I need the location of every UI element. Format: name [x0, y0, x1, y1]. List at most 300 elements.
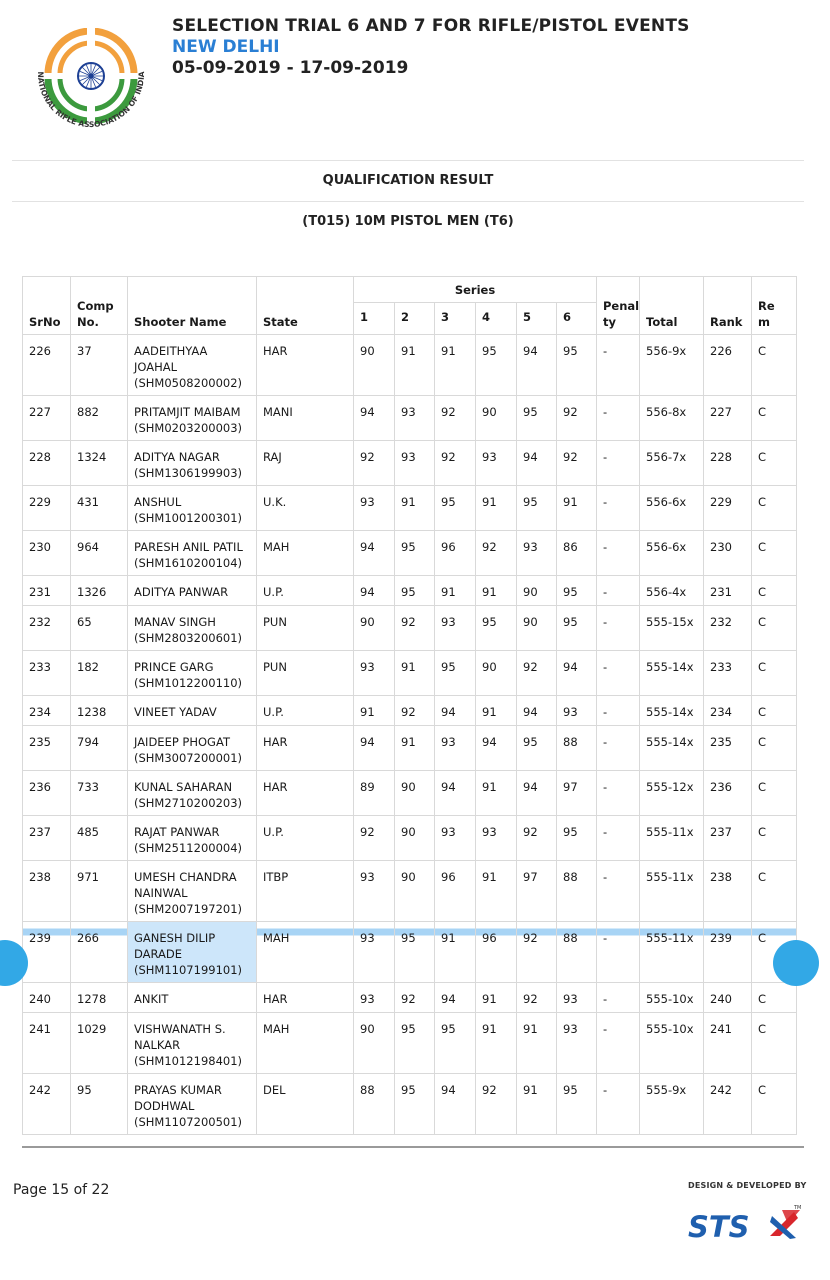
cell-series-1: 90: [354, 606, 395, 651]
cell-penalty: -: [597, 922, 640, 983]
cell-series-1: 94: [354, 726, 395, 771]
header-state: State: [257, 277, 354, 335]
cell-srno: 239: [23, 922, 71, 983]
cell-series-5: 90: [517, 576, 557, 606]
cell-shooter-name: [128, 441, 257, 486]
cell-comp-no: 794: [71, 726, 128, 771]
cell-remark: C: [752, 816, 797, 861]
cell-series-3: 94: [435, 983, 476, 1013]
cell-state: U.P.: [257, 576, 354, 606]
cell-series-3: 95: [435, 651, 476, 696]
cell-series-3: 94: [435, 696, 476, 726]
table-row: [23, 531, 797, 576]
cell-penalty: -: [597, 396, 640, 441]
cell-series-1: 93: [354, 486, 395, 531]
table-row: [23, 1074, 797, 1135]
cell-comp-no: 1278: [71, 983, 128, 1013]
table-row: [23, 576, 797, 606]
cell-series-2: 90: [395, 771, 435, 816]
shooter-name-line: RAJAT PANWAR: [134, 825, 220, 839]
cell-series-2: 92: [395, 983, 435, 1013]
shooter-name-line: (SHM1610200104): [134, 556, 243, 570]
cell-penalty: -: [597, 771, 640, 816]
cell-remark: C: [752, 861, 797, 922]
cell-series-1: 93: [354, 922, 395, 983]
table-row: [23, 441, 797, 486]
cell-series-2: 91: [395, 335, 435, 396]
results-table: [22, 276, 797, 1135]
cell-series-1: 88: [354, 1074, 395, 1135]
cell-series-2: 93: [395, 396, 435, 441]
cell-series-2: 95: [395, 922, 435, 983]
cell-shooter-name: [128, 531, 257, 576]
cell-srno: 233: [23, 651, 71, 696]
cell-series-2: 91: [395, 726, 435, 771]
cell-series-3: 96: [435, 531, 476, 576]
cell-series-4: 91: [476, 1013, 517, 1074]
cell-shooter-name: [128, 1074, 257, 1135]
cell-total: 556-4x: [640, 576, 704, 606]
cell-srno: 236: [23, 771, 71, 816]
shooter-name-line: VINEET YADAV: [134, 705, 217, 719]
cell-series-2: 93: [395, 441, 435, 486]
cell-series-4: 91: [476, 861, 517, 922]
cell-rank: 238: [704, 861, 752, 922]
cell-rank: 227: [704, 396, 752, 441]
shooter-name-line: JOAHAL: [134, 360, 178, 374]
shooter-name-line: MANAV SINGH: [134, 615, 216, 629]
cell-series-2: 95: [395, 576, 435, 606]
cell-remark: C: [752, 531, 797, 576]
cell-comp-no: 182: [71, 651, 128, 696]
cell-series-3: 94: [435, 771, 476, 816]
shooter-name-line: JAIDEEP PHOGAT: [134, 735, 230, 749]
cell-series-3: 91: [435, 922, 476, 983]
cell-comp-no: 964: [71, 531, 128, 576]
cell-shooter-name: [128, 486, 257, 531]
cell-state: U.P.: [257, 816, 354, 861]
header-remark: Re m: [752, 277, 797, 335]
cell-series-5: 94: [517, 696, 557, 726]
result-title: QUALIFICATION RESULT: [322, 173, 494, 188]
trademark-text: TM: [794, 1205, 802, 1211]
cell-total: 556-6x: [640, 531, 704, 576]
cell-comp-no: 1029: [71, 1013, 128, 1074]
cell-shooter-name: [128, 651, 257, 696]
cell-state: MAH: [257, 922, 354, 983]
cell-series-5: 91: [517, 1074, 557, 1135]
shooter-name-line: (SHM1107200501): [134, 1115, 243, 1129]
cell-total: 555-11x: [640, 861, 704, 922]
shooter-name-line: (SHM3007200001): [134, 751, 243, 765]
cell-series-3: 93: [435, 606, 476, 651]
cell-series-2: 95: [395, 531, 435, 576]
sts-brand-text: STS: [688, 1210, 750, 1244]
cell-shooter-name: [128, 726, 257, 771]
header-comp-no: Comp No.: [71, 277, 128, 335]
sts-logo: [688, 1200, 806, 1244]
cell-state: HAR: [257, 726, 354, 771]
cell-series-6: 93: [557, 1013, 597, 1074]
cell-series-3: 91: [435, 576, 476, 606]
table-row: [23, 486, 797, 531]
cell-comp-no: 485: [71, 816, 128, 861]
cell-shooter-name: [128, 606, 257, 651]
cell-total: 555-10x: [640, 983, 704, 1013]
cell-srno: 228: [23, 441, 71, 486]
event-title: (T015) 10M PISTOL MEN (T6): [302, 214, 514, 229]
cell-series-6: 91: [557, 486, 597, 531]
nrai-logo: [30, 28, 152, 140]
cell-penalty: -: [597, 1013, 640, 1074]
cell-comp-no: 95: [71, 1074, 128, 1135]
cell-total: 555-9x: [640, 1074, 704, 1135]
cell-series-5: 90: [517, 606, 557, 651]
cell-series-6: 95: [557, 576, 597, 606]
cell-shooter-name: [128, 1013, 257, 1074]
cell-srno: 240: [23, 983, 71, 1013]
cell-shooter-name: [128, 816, 257, 861]
cell-rank: 241: [704, 1013, 752, 1074]
cell-srno: 229: [23, 486, 71, 531]
cell-series-1: 90: [354, 335, 395, 396]
shooter-name-line: PRITAMJIT MAIBAM: [134, 405, 241, 419]
cell-state: MAH: [257, 531, 354, 576]
cell-comp-no: 266: [71, 922, 128, 983]
cell-total: 555-11x: [640, 816, 704, 861]
cell-series-1: 92: [354, 441, 395, 486]
cell-series-6: 93: [557, 696, 597, 726]
cell-remark: C: [752, 1074, 797, 1135]
shooter-name-line: (SHM2710200203): [134, 796, 243, 810]
cell-series-1: 94: [354, 396, 395, 441]
cell-srno: 234: [23, 696, 71, 726]
header-series-6: 6: [557, 303, 597, 335]
table-row: [23, 771, 797, 816]
cell-srno: 235: [23, 726, 71, 771]
cell-series-6: 86: [557, 531, 597, 576]
cell-total: 555-11x: [640, 922, 704, 983]
cell-series-6: 94: [557, 651, 597, 696]
cell-series-5: 92: [517, 651, 557, 696]
cell-series-4: 91: [476, 486, 517, 531]
shooter-name-line: KUNAL SAHARAN: [134, 780, 233, 794]
shooter-name-line: (SHM2511200004): [134, 841, 243, 855]
event-dates: 05-09-2019 - 17-09-2019: [172, 58, 409, 78]
cell-state: PUN: [257, 651, 354, 696]
cell-state: ITBP: [257, 861, 354, 922]
cell-rank: 230: [704, 531, 752, 576]
cell-rank: 236: [704, 771, 752, 816]
cell-total: 556-7x: [640, 441, 704, 486]
shooter-name-line: ADITYA NAGAR: [134, 450, 220, 464]
cell-series-1: 93: [354, 861, 395, 922]
cell-rank: 233: [704, 651, 752, 696]
cell-series-2: 92: [395, 606, 435, 651]
cell-series-6: 95: [557, 816, 597, 861]
cell-state: RAJ: [257, 441, 354, 486]
cell-series-5: 93: [517, 531, 557, 576]
cell-series-4: 90: [476, 651, 517, 696]
cell-penalty: -: [597, 576, 640, 606]
shooter-name-line: GANESH DILIP: [134, 931, 216, 945]
table-row: [23, 922, 797, 983]
shooter-name-line: (SHM2803200601): [134, 631, 243, 645]
header-total: Total: [640, 277, 704, 335]
cell-remark: C: [752, 771, 797, 816]
cell-state: U.K.: [257, 486, 354, 531]
divider: [12, 160, 804, 161]
shooter-name-line: PARESH ANIL PATIL: [134, 540, 243, 554]
cell-series-4: 92: [476, 1074, 517, 1135]
cell-remark: C: [752, 651, 797, 696]
cell-series-1: 93: [354, 983, 395, 1013]
cell-series-4: 93: [476, 816, 517, 861]
cell-series-4: 92: [476, 531, 517, 576]
cell-state: HAR: [257, 771, 354, 816]
cell-remark: C: [752, 1013, 797, 1074]
cell-remark: C: [752, 486, 797, 531]
table-row: [23, 651, 797, 696]
cell-total: 556-8x: [640, 396, 704, 441]
cell-series-2: 92: [395, 696, 435, 726]
header-rank: Rank: [704, 277, 752, 335]
cell-rank: 242: [704, 1074, 752, 1135]
cell-comp-no: 733: [71, 771, 128, 816]
header-series-4: 4: [476, 303, 517, 335]
cell-rank: 240: [704, 983, 752, 1013]
cell-penalty: -: [597, 531, 640, 576]
cell-series-5: 97: [517, 861, 557, 922]
cell-series-2: 95: [395, 1013, 435, 1074]
cell-state: HAR: [257, 335, 354, 396]
divider: [12, 201, 804, 202]
table-row: [23, 726, 797, 771]
cell-series-6: 95: [557, 606, 597, 651]
header-series: Series: [354, 277, 597, 303]
cell-series-5: 94: [517, 335, 557, 396]
cell-shooter-name: [128, 696, 257, 726]
cell-series-3: 96: [435, 861, 476, 922]
cell-remark: C: [752, 396, 797, 441]
cell-total: 555-12x: [640, 771, 704, 816]
cell-series-4: 90: [476, 396, 517, 441]
cell-total: 555-10x: [640, 1013, 704, 1074]
header-srno: SrNo: [23, 277, 71, 335]
cell-total: 556-6x: [640, 486, 704, 531]
cell-remark: C: [752, 696, 797, 726]
cell-series-5: 95: [517, 726, 557, 771]
cell-series-6: 92: [557, 441, 597, 486]
cell-srno: 242: [23, 1074, 71, 1135]
cell-series-2: 91: [395, 651, 435, 696]
cell-remark: C: [752, 606, 797, 651]
cell-total: 555-14x: [640, 651, 704, 696]
cell-series-1: 94: [354, 531, 395, 576]
cell-shooter-name: [128, 861, 257, 922]
cell-series-5: 95: [517, 396, 557, 441]
cell-rank: 229: [704, 486, 752, 531]
cell-state: MAH: [257, 1013, 354, 1074]
cell-series-2: 90: [395, 816, 435, 861]
cell-rank: 239: [704, 922, 752, 983]
header-series-1: 1: [354, 303, 395, 335]
designed-by-label: DESIGN & DEVELOPED BY: [688, 1181, 807, 1190]
shooter-name-line: ANSHUL: [134, 495, 182, 509]
page-header: [172, 16, 690, 79]
cell-comp-no: 1238: [71, 696, 128, 726]
shooter-name-line: PRINCE GARG: [134, 660, 214, 674]
cell-series-4: 93: [476, 441, 517, 486]
shooter-name-line: PRAYAS KUMAR: [134, 1083, 222, 1097]
cell-srno: 241: [23, 1013, 71, 1074]
cell-series-3: 92: [435, 441, 476, 486]
cell-srno: 232: [23, 606, 71, 651]
cell-comp-no: 971: [71, 861, 128, 922]
shooter-name-line: ANKIT: [134, 992, 169, 1006]
header-series-5: 5: [517, 303, 557, 335]
cell-series-6: 95: [557, 335, 597, 396]
shooter-name-line: (SHM1012200110): [134, 676, 243, 690]
table-row: [23, 983, 797, 1013]
cell-series-4: 95: [476, 606, 517, 651]
cell-comp-no: 431: [71, 486, 128, 531]
cell-series-5: 92: [517, 816, 557, 861]
cell-penalty: -: [597, 441, 640, 486]
cell-series-2: 95: [395, 1074, 435, 1135]
cell-srno: 227: [23, 396, 71, 441]
shooter-name-line: DARADE: [134, 947, 183, 961]
table-row: [23, 816, 797, 861]
cell-series-6: 93: [557, 983, 597, 1013]
cell-series-3: 94: [435, 1074, 476, 1135]
footer-divider: [22, 1146, 804, 1148]
header-shooter-name: Shooter Name: [128, 277, 257, 335]
cell-penalty: -: [597, 335, 640, 396]
shooter-name-line: (SHM0203200003): [134, 421, 243, 435]
cell-total: 556-9x: [640, 335, 704, 396]
cell-srno: 231: [23, 576, 71, 606]
table-row: [23, 696, 797, 726]
cell-series-6: 88: [557, 922, 597, 983]
cell-penalty: -: [597, 1074, 640, 1135]
shooter-name-line: UMESH CHANDRA: [134, 870, 237, 884]
cell-series-6: 88: [557, 726, 597, 771]
cell-rank: 234: [704, 696, 752, 726]
cell-shooter-name: [128, 983, 257, 1013]
cell-series-1: 93: [354, 651, 395, 696]
table-row: [23, 861, 797, 922]
cell-series-6: 88: [557, 861, 597, 922]
cell-remark: C: [752, 983, 797, 1013]
cell-total: 555-15x: [640, 606, 704, 651]
cell-series-5: 95: [517, 486, 557, 531]
cell-series-4: 95: [476, 335, 517, 396]
cell-series-4: 91: [476, 696, 517, 726]
cell-comp-no: 1324: [71, 441, 128, 486]
cell-penalty: -: [597, 696, 640, 726]
cell-series-2: 91: [395, 486, 435, 531]
shooter-name-line: NAINWAL: [134, 886, 188, 900]
cell-shooter-name: [128, 335, 257, 396]
cell-series-1: 94: [354, 576, 395, 606]
cell-series-5: 91: [517, 1013, 557, 1074]
cell-remark: C: [752, 922, 797, 983]
cell-remark: C: [752, 335, 797, 396]
cell-state: DEL: [257, 1074, 354, 1135]
cell-total: 555-14x: [640, 696, 704, 726]
shooter-name-line: (SHM1001200301): [134, 511, 243, 525]
cell-comp-no: 882: [71, 396, 128, 441]
cell-comp-no: 65: [71, 606, 128, 651]
cell-remark: C: [752, 576, 797, 606]
cell-total: 555-14x: [640, 726, 704, 771]
cell-series-3: 91: [435, 335, 476, 396]
cell-penalty: -: [597, 861, 640, 922]
cell-series-3: 92: [435, 396, 476, 441]
cell-series-1: 92: [354, 816, 395, 861]
table-row: [23, 335, 797, 396]
cell-series-5: 94: [517, 441, 557, 486]
cell-rank: 226: [704, 335, 752, 396]
cell-rank: 232: [704, 606, 752, 651]
cell-penalty: -: [597, 726, 640, 771]
cell-shooter-name: [128, 922, 257, 983]
cell-series-4: 91: [476, 576, 517, 606]
cell-series-4: 91: [476, 983, 517, 1013]
cell-series-5: 92: [517, 983, 557, 1013]
cell-series-5: 94: [517, 771, 557, 816]
cell-srno: 230: [23, 531, 71, 576]
cell-rank: 235: [704, 726, 752, 771]
cell-series-5: 92: [517, 922, 557, 983]
cell-penalty: -: [597, 606, 640, 651]
cell-state: HAR: [257, 983, 354, 1013]
cell-shooter-name: [128, 396, 257, 441]
shooter-name-line: NALKAR: [134, 1038, 181, 1052]
cell-shooter-name: [128, 576, 257, 606]
cell-series-3: 93: [435, 816, 476, 861]
cell-rank: 231: [704, 576, 752, 606]
cell-penalty: -: [597, 983, 640, 1013]
cell-penalty: -: [597, 651, 640, 696]
shooter-name-line: VISHWANATH S.: [134, 1022, 226, 1036]
cell-rank: 228: [704, 441, 752, 486]
table-row: [23, 1013, 797, 1074]
cell-state: PUN: [257, 606, 354, 651]
header-series-2: 2: [395, 303, 435, 335]
cell-comp-no: 37: [71, 335, 128, 396]
cell-remark: C: [752, 726, 797, 771]
shooter-name-line: (SHM1107199101): [134, 963, 243, 977]
shooter-name-line: (SHM1306199903): [134, 466, 243, 480]
shooter-name-line: DODHWAL: [134, 1099, 195, 1113]
cell-series-4: 94: [476, 726, 517, 771]
table-row: [23, 606, 797, 651]
shooter-name-line: AADEITHYAA: [134, 344, 208, 358]
header-penalty: Penal ty: [597, 277, 640, 335]
cell-comp-no: 1326: [71, 576, 128, 606]
table-row: [23, 396, 797, 441]
page-number: Page 15 of 22: [13, 1182, 110, 1198]
logo-ring-text: NATIONAL RIFLE ASSOCIATION OF INDIA: [35, 71, 147, 130]
cell-series-1: 89: [354, 771, 395, 816]
cell-state: MANI: [257, 396, 354, 441]
cell-series-3: 95: [435, 486, 476, 531]
cell-series-6: 95: [557, 1074, 597, 1135]
cell-state: U.P.: [257, 696, 354, 726]
selection-handle-end[interactable]: [773, 940, 819, 986]
